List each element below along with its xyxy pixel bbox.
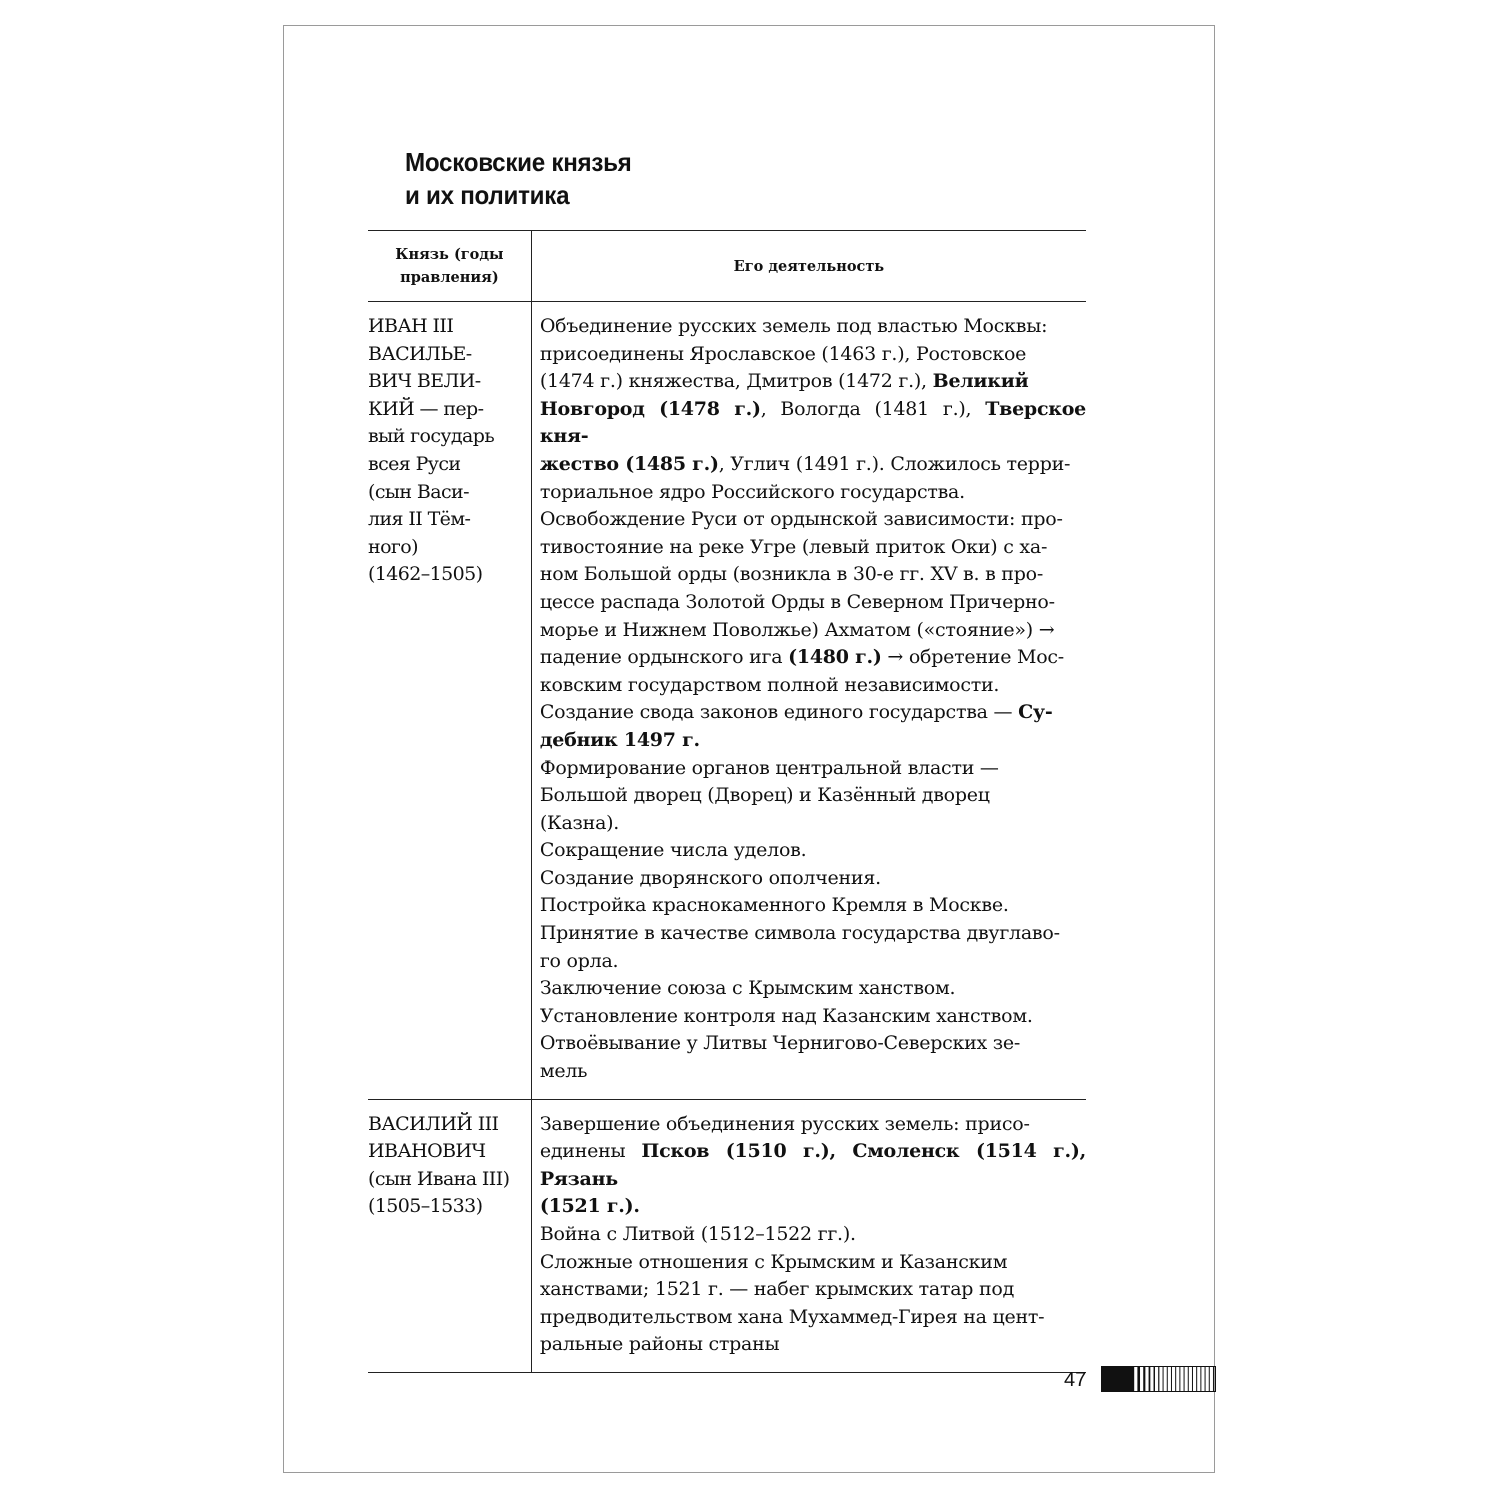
cell-text-line: Сокращение числа уделов. [539, 839, 807, 862]
cell-text-line: мель [539, 1060, 588, 1083]
prince-cell [368, 302, 531, 1100]
cell-text-line: морье и Нижнем Поволжье) Ахматом («стояние») → [539, 618, 1055, 641]
header-prince-line-2: правления) [400, 269, 499, 286]
cell-text-line: Установление контроля над Казанским ханством. [539, 1004, 1033, 1027]
cell-text-line: единены Псков (1510 г.), Смоленск (1514 г.), Рязань [539, 1140, 1086, 1190]
cell-text-line: Создание дворянского ополчения. [539, 866, 881, 889]
table-row [368, 1099, 1086, 1372]
cell-text-line: ториальное ядро Российского государства. [539, 480, 965, 503]
cell-text-line: го орла. [539, 949, 619, 972]
cell-text-line: вый государь [368, 425, 495, 448]
cell-text-line: падение ордынского ига (1480 г.) → обретение Мос- [539, 646, 1064, 669]
princes-table [368, 230, 1086, 1373]
cell-text-line: (1462–1505) [368, 563, 483, 586]
cell-text-line: дебник 1497 г. [539, 728, 700, 751]
cell-text-line: Заключение союза с Крымским ханством. [539, 977, 956, 1000]
cell-text-line: ВАСИЛИЙ III [368, 1112, 499, 1135]
cell-text-line: Отвоёвывание у Литвы Чернигово-Северских зе- [539, 1032, 1021, 1055]
cell-text-line: жество (1485 г.), Углич (1491 г.). Сложилось терри- [539, 452, 1071, 475]
cell-text-line: цессе распада Золотой Орды в Северном Причерно- [539, 590, 1055, 613]
cell-text-line: Сложные отношения с Крымским и Казанским [539, 1250, 1008, 1273]
cell-text-line: предводительством хана Мухаммед-Гирея на цент- [539, 1305, 1045, 1328]
cell-text-line: присоединены Ярославское (1463 г.), Ростовское [539, 342, 1027, 365]
cell-text-line: Объединение русских земель под властью Москвы: [539, 315, 1048, 337]
cell-text-line: ИВАНОВИЧ [368, 1140, 486, 1163]
page-edge-marker [1101, 1366, 1216, 1392]
cell-text-line: ВИЧ ВЕЛИ- [368, 370, 481, 393]
page-title [405, 146, 632, 212]
table-header-row [368, 231, 1086, 302]
prince-cell [368, 1099, 531, 1372]
cell-text-line: ковским государством полной независимости. [539, 673, 1000, 696]
cell-text-line: Постройка краснокаменного Кремля в Москве. [539, 894, 1009, 917]
cell-text-line: Война с Литвой (1512–1522 гг.). [539, 1223, 856, 1245]
cell-text-line: тивостояние на реке Угре (левый приток Оки) с ха- [539, 535, 1048, 558]
cell-text-line: (сын Васи- [368, 480, 469, 503]
cell-text-line: Большой дворец (Дворец) и Казённый дворец [539, 784, 990, 807]
cell-text-line: Создание свода законов единого государства — Су- [539, 701, 1053, 724]
cell-text-line: Формирование органов центральной власти — [539, 756, 999, 779]
activity-cell [531, 302, 1086, 1100]
cell-text-line: КИЙ — пер- [368, 397, 484, 420]
cell-text-line: лия II Тём- [368, 508, 471, 531]
header-prince-line-1: Князь (годы [395, 246, 504, 263]
page-number: 47 [1064, 1369, 1087, 1391]
cell-text-line: Завершение объединения русских земель: присо- [539, 1112, 1030, 1135]
header-prince [368, 231, 531, 302]
cell-text-line: ханствами; 1521 г. — набег крымских татар под [539, 1278, 1015, 1301]
page-title-line-2: и их политика [405, 180, 570, 210]
cell-text-line: ральные районы страны [539, 1333, 780, 1356]
cell-text-line: Освобождение Руси от ордынской зависимости: про- [539, 508, 1063, 531]
cell-text-line: (Казна). [539, 811, 620, 834]
cell-text-line: (1474 г.) княжества, Дмитров (1472 г.), Великий [539, 370, 1029, 393]
table-row [368, 302, 1086, 1100]
cell-text-line: ном Большой орды (возникла в 30-е гг. XV в. в про- [539, 563, 1043, 586]
cell-text-line: всея Руси [368, 452, 461, 475]
cell-text-line: Принятие в качестве символа государства двуглаво- [539, 922, 1060, 945]
cell-text-line: ВАСИЛЬЕ- [368, 342, 472, 365]
cell-text-line: (1505–1533) [368, 1195, 483, 1218]
cell-text-line: (1521 г.). [539, 1195, 640, 1218]
cell-text-line: ИВАН III [368, 315, 454, 337]
cell-text-line: Новгород (1478 г.), Вологда (1481 г.), Тверское кня- [539, 397, 1086, 448]
cell-text-line: (сын Ивана III) [368, 1167, 510, 1190]
page-title-line-1: Московские князья [405, 147, 632, 177]
activity-cell [531, 1099, 1086, 1372]
header-activity: Его деятельность [531, 231, 1086, 302]
cell-text-line: ного) [368, 535, 418, 558]
